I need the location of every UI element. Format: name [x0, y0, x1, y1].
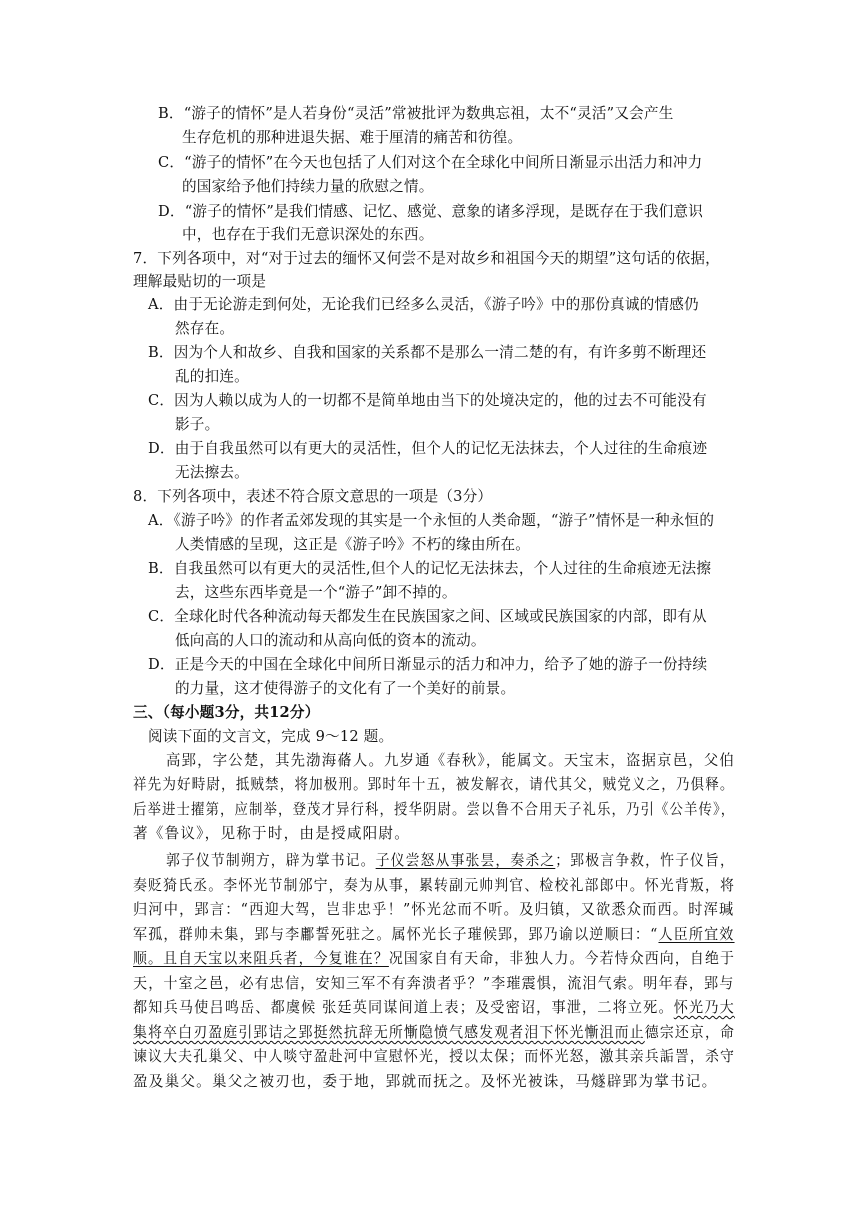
- passage-p2-line10: 盈及巢父。巢父之被刃也，委于地，郢就而抚之。及怀光被诛，马燧辟郢为掌书记。: [133, 1073, 718, 1090]
- passage-text: 德宗还京，命: [644, 1024, 736, 1041]
- section-instructions: 阅读下面的文言文，完成 9～12 题。: [148, 728, 394, 745]
- passage-p2-line3: 归河中，郢言：“西迎大驾，岂非忠乎！”怀光忿而不听。及归镇，又欲悉众而西。时浑瑊: [133, 901, 735, 918]
- passage-text: 都知兵马使吕鸣岳、都虞候 张廷英同谋间道上表；及受密诏，事泄，二将立死。: [133, 999, 674, 1016]
- q6-option-d-line1: D．“游子的情怀”是我们情感、记忆、感觉、意象的诸多浮现，是既存在于我们意识: [158, 203, 704, 220]
- q8-option-d-line2: 的力量，这才使得游子的文化有了一个美好的前景。: [175, 680, 516, 697]
- section-heading: 三、（每小题3分，共12分）: [133, 704, 320, 721]
- wavy-underlined-passage-cont: 集将卒白刃盈庭引郢诘之郢挺然抗辞无所慚隐愤气感发观者泪下怀光慚沮而止: [133, 1024, 645, 1041]
- underlined-sentence-2-cont: 顺。且自天宝以来阻兵者，今复谁在？: [133, 950, 389, 967]
- q7-stem-line1: 7．下列各项中，对“对于过去的缅怀又何尝不是对故乡和祖国今天的期望”这句话的依据，: [133, 250, 720, 267]
- q8-option-b-line1: B．自我虽然可以有更大的灵活性,但个人的记忆无法抹去，个人过往的生命痕迹无法擦: [148, 560, 712, 577]
- underlined-sentence-2: 人臣所宜效: [658, 926, 735, 943]
- passage-text: 军孤，群帅未集，郢与李鄘誓死驻之。属怀光长子璀候郢，郢乃谕以逆顺曰：“: [133, 926, 659, 943]
- passage-text: 况国家自有天命，非独人力。今若恃众西向，自绝于: [388, 950, 736, 967]
- passage-p2-line2: 奏贬猗氏丞。李怀光节制邠宁，奏为从事，累转副元帅判官、检校礼部郎中。怀光背叛，将: [133, 877, 736, 894]
- q8-option-c-line2: 低向高的人口的流动和从高向低的资本的流动。: [175, 632, 486, 649]
- q7-option-c-line2: 影子。: [175, 416, 220, 433]
- q6-option-c-line2: 的国家给予他们持续力量的欣慰之情。: [182, 178, 434, 195]
- q6-option-b-line2: 生存危机的那种进退失据、难于厘清的痛苦和彷徨。: [182, 129, 523, 146]
- q7-option-b-line2: 乱的扣连。: [175, 368, 249, 385]
- passage-p1-line2: 祥先为好畤尉，抵贼禁，将加极刑。郢时年十五，被发解衣，请代其父，贼党义之，乃俱释。: [133, 776, 735, 793]
- q8-stem: 8．下列各项中，表述不符合原文意思的一项是（3分）: [133, 488, 493, 505]
- q8-option-c-line1: C．全球化时代各种流动每天都发生在民族国家之间、区域或民族国家的内部，即有从: [148, 608, 707, 625]
- q8-option-b-line2: 去，这些东西毕竟是一个“游子”卸不掉的。: [175, 584, 457, 601]
- passage-p2-line7: [133, 997, 735, 1019]
- q8-option-d-line1: D．正是今天的中国在全球化中间所日渐显示的活力和冲力，给予了她的游子一份持续: [148, 656, 708, 673]
- passage-p2-line8: [133, 1022, 735, 1044]
- passage-text: ；郢极言争救，忤子仪旨，: [555, 852, 735, 869]
- passage-p2-line6: 天，十室之邑，必有忠信，安知三军不有奔溃者乎？”李璀震惧，流泪气索。明年春，郢与: [133, 975, 735, 992]
- passage-p1-line4: 著《鲁议》，见称于时，由是授咸阳尉。: [133, 825, 410, 842]
- q7-option-c-line1: C．因为人赖以成为人的一切都不是简单地由当下的处境决定的，他的过去不可能没有: [148, 392, 707, 409]
- passage-p1-line3: 后举进士擢第，应制举，登茂才异行科，授华阴尉。尝以鲁不合用天子礼乐，乃引《公羊传》，: [133, 801, 736, 818]
- underlined-sentence-1: 子仪尝怒从事张昙，奏杀之: [375, 852, 556, 869]
- q6-option-b-line1: B．“游子的情怀”是人若身份“灵活”常被批评为数典忘祖，太不“灵活”又会产生: [158, 105, 674, 122]
- q8-option-a-line1: A．《游子吟》的作者孟郊发现的其实是一个永恒的人类命题，“游子”情怀是一种永恒的: [148, 512, 715, 529]
- passage-p2-line9: 谏议大夫孔巢父、中人啖守盈赴河中宣慰怀光，授以太保；而怀光怒，激其亲兵詬詈，杀守: [133, 1048, 736, 1065]
- q7-option-d-line2: 无法擦去。: [175, 464, 249, 481]
- q8-option-a-line2: 人类情感的呈现，这正是《游子吟》不朽的缘由所在。: [175, 536, 531, 553]
- q7-stem-line2: 理解最贴切的一项是: [133, 273, 267, 290]
- q7-option-a-line2: 然存在。: [175, 320, 235, 337]
- q7-option-a-line1: A．由于无论游走到何处，无论我们已经多么灵活，《游子吟》中的那份真诚的情感仍: [148, 296, 699, 313]
- q7-option-d-line1: D．由于自我虽然可以有更大的灵活性，但个人的记忆无法抹去，个人过往的生命痕迹: [148, 440, 708, 457]
- passage-p2-line5: [133, 948, 735, 970]
- wavy-underlined-passage: 怀光乃大: [673, 999, 735, 1016]
- q6-option-d-line2: 中，也存在于我们无意识深处的东西。: [182, 226, 434, 243]
- passage-text: 郭子仪节制朔方，辟为掌书记。: [166, 852, 376, 869]
- passage-p1-line1: 高郢，字公楚，其先渤海蓨人。九岁通《春秋》，能属文。天宝末，盗据京邑，父伯: [166, 752, 735, 769]
- passage-p2-line1: [166, 850, 735, 872]
- q7-option-b-line1: B．因为个人和故乡、自我和国家的关系都不是那么一清二楚的有，有许多剪不断理还: [148, 344, 707, 361]
- passage-p2-line4: [133, 924, 735, 946]
- q6-option-c-line1: C．“游子的情怀”在今天也包括了人们对这个在全球化中间所日渐显示出活力和冲力: [158, 154, 703, 171]
